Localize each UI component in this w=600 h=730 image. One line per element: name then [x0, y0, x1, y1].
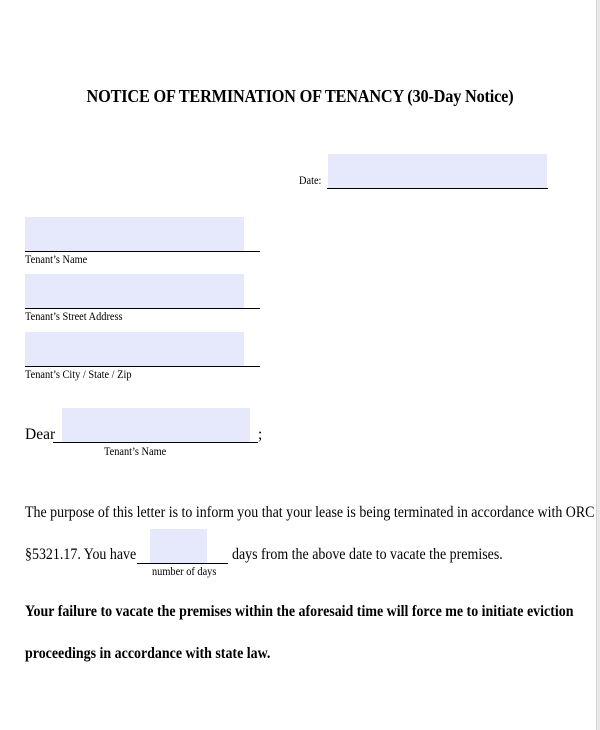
date-field[interactable] — [328, 154, 547, 188]
tenant-name-underline — [25, 251, 260, 252]
dear-name-field[interactable] — [62, 408, 250, 442]
tenant-name-field[interactable] — [25, 217, 244, 251]
dear-sublabel: Tenant’s Name — [104, 446, 167, 458]
paragraph-line-2-start: §5321.17. You have — [25, 546, 137, 563]
warning-line-1: Your failure to vacate the premises within the aforesaid time will force me to initiate eviction — [25, 603, 574, 620]
paragraph-line-2-end: days from the above date to vacate the premises. — [232, 546, 503, 563]
dear-semicolon: ; — [258, 426, 263, 443]
days-sublabel: number of days — [152, 566, 217, 578]
tenant-city-field[interactable] — [25, 332, 244, 366]
tenant-city-underline — [25, 366, 260, 367]
tenant-city-label: Tenant’s City / State / Zip — [25, 369, 132, 381]
tenant-name-label: Tenant’s Name — [25, 254, 88, 266]
document-title: NOTICE OF TERMINATION OF TENANCY (30-Day Notice) — [86, 86, 514, 106]
tenant-street-field[interactable] — [25, 274, 244, 308]
date-label: Date: — [299, 175, 322, 187]
tenant-street-label: Tenant’s Street Address — [25, 311, 123, 323]
dear-underline — [53, 442, 258, 443]
paragraph-line-1: The purpose of this letter is to inform you that your lease is being terminated in accordance with ORC — [25, 504, 595, 521]
days-underline — [137, 563, 228, 564]
days-field[interactable] — [150, 529, 207, 563]
dear-label: Dear — [25, 426, 56, 443]
page-scroll-edge — [596, 0, 600, 730]
warning-line-2: proceedings in accordance with state law. — [25, 645, 271, 662]
tenant-street-underline — [25, 308, 260, 309]
date-underline — [327, 188, 548, 189]
